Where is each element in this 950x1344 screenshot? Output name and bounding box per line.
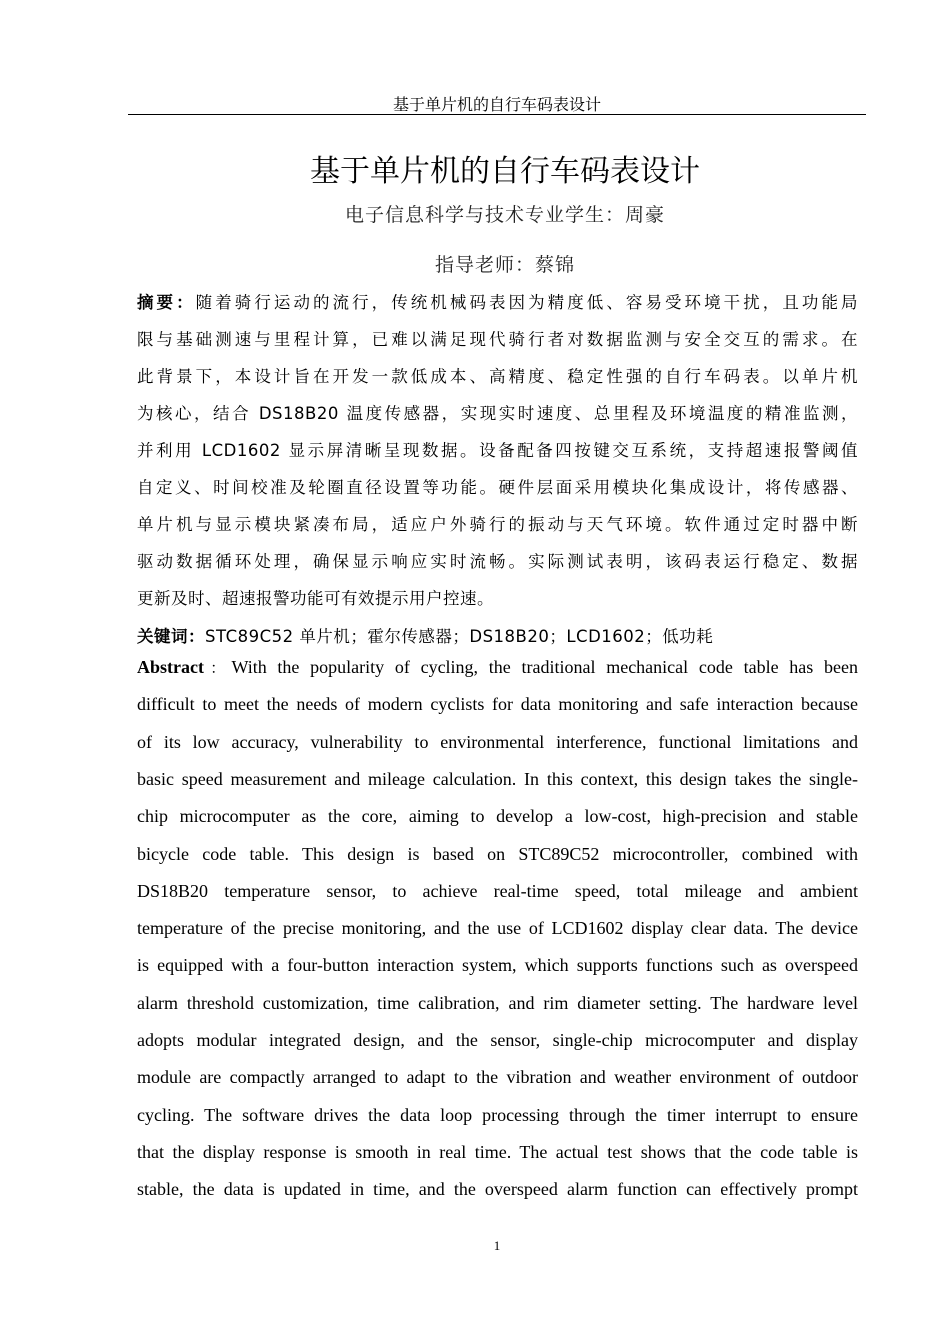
abstract-en-line: [137, 769, 858, 793]
running-header: 基于单片机的自行车码表设计: [128, 92, 866, 115]
abstract-cn-text: 更新及时、超速报警功能可有效提示用户控速。: [137, 589, 494, 608]
abstract-cn-text: 并利用 LCD1602 显示屏清晰呈现数据。设备配备四按键交互系统，支持超速报警阈值: [137, 441, 858, 460]
abstract-en-text: of its low accuracy, vulnerability to environmental interference, functional limitations and: [137, 731, 858, 752]
abstract-cn-line: [137, 400, 858, 424]
abstract-cn-line: [137, 474, 858, 498]
advisor-line: 指导老师：蔡锦: [434, 254, 575, 276]
abstract-en-text: stable, the data is updated in time, and the overspeed alarm function can effectively prompt: [137, 1179, 858, 1200]
abstract-en-line: [137, 732, 858, 756]
page-number: 1: [493, 1238, 501, 1253]
abstract-cn-label: 摘要：: [137, 293, 196, 312]
abstract-cn-text: 为核心，结合 DS18B20 温度传感器，实现实时速度、总里程及环境温度的精准监测，: [137, 404, 858, 423]
abstract-en-text: adopts modular integrated design, and the sensor, single-chip microcomputer and display: [137, 1030, 858, 1050]
author-line: 电子信息科学与技术专业学生：周豪: [344, 204, 665, 226]
abstract-cn-line: [137, 363, 858, 387]
abstract-en-line: [137, 881, 858, 905]
keywords: [137, 623, 858, 647]
abstract-cn-line: [137, 511, 858, 535]
abstract-cn-line: [137, 437, 858, 461]
abstract-cn-line: [137, 548, 858, 572]
abstract-cn-text: 随着骑行运动的流行，传统机械码表因为精度低、容易受环境干扰，且功能局: [195, 293, 859, 312]
abstract-en-text: that the display response is smooth in real time. The actual test shows that the code table is: [137, 1141, 858, 1162]
abstract-cn-line: [137, 289, 858, 313]
abstract-en-text: DS18B20 temperature sensor, to achieve real-time speed, total mileage and ambient: [137, 880, 858, 901]
abstract-en-line: [137, 955, 858, 979]
abstract-en-line: [137, 1105, 858, 1129]
abstract-cn-text: 单片机与显示模块紧凑布局，适应户外骑行的振动与天气环境。软件通过定时器中断: [137, 515, 858, 534]
abstract-en-text: temperature of the precise monitoring, and the use of LCD1602 display clear data. The device: [137, 918, 858, 939]
abstract-en-text: module are compactly arranged to adapt to the vibration and weather environment of outdoor: [137, 1067, 858, 1088]
abstract-en-text: cycling. The software drives the data loop processing through the timer interrupt to ensure: [137, 1104, 858, 1125]
abstract-cn-text: 驱动数据循环处理，确保显示响应实时流畅。实际测试表明，该码表运行稳定、数据: [137, 552, 858, 571]
abstract-en-line: [137, 1179, 858, 1203]
page-title: 基于单片机的自行车码表设计: [310, 154, 700, 189]
abstract-en-label: Abstract: [137, 657, 204, 677]
abstract-cn-line: [137, 585, 858, 609]
abstract-en-text: is equipped with a four-button interaction system, which supports functions such as overspeed: [137, 955, 858, 976]
keywords-text: STC89C52 单片机；霍尔传感器；DS18B20；LCD1602；低功耗: [205, 627, 714, 646]
abstract-en-line: [137, 993, 858, 1017]
abstract-en-line: [137, 1030, 858, 1054]
abstract-en-colon: ：: [203, 659, 232, 677]
keywords-label: 关键词：: [137, 627, 205, 646]
abstract-en-text: difficult to meet the needs of modern cyclists for data monitoring and safe interaction because: [137, 694, 858, 715]
abstract-en-text: basic speed measurement and mileage calculation. In this context, this design takes the single-: [137, 768, 858, 789]
abstract-en-line: [137, 806, 858, 830]
abstract-cn-text: 此背景下，本设计旨在开发一款低成本、高精度、稳定性强的自行车码表。以单片机: [137, 367, 858, 386]
abstract-en-line: [137, 1142, 858, 1166]
abstract-en-text: With the popularity of cycling, the traditional mechanical code table has been: [231, 657, 858, 677]
abstract-en-line: [137, 844, 858, 868]
abstract-en-line: [137, 918, 858, 942]
abstract-cn-text: 限与基础测速与里程计算，已难以满足现代骑行者对数据监测与安全交互的需求。在: [137, 330, 858, 349]
abstract-en-text: bicycle code table. This design is based on STC89C52 microcontroller, combined with: [137, 843, 858, 864]
abstract-en-line: [137, 694, 858, 718]
abstract-cn-line: [137, 326, 858, 350]
abstract-en-text: chip microcomputer as the core, aiming to develop a low-cost, high-precision and stable: [137, 806, 858, 827]
abstract-en-line: [137, 657, 858, 681]
abstract-en-line: [137, 1067, 858, 1091]
abstract-cn-text: 自定义、时间校准及轮圈直径设置等功能。硬件层面采用模块化集成设计，将传感器、: [137, 478, 858, 497]
abstract-en-text: alarm threshold customization, time calibration, and rim diameter setting. The hardware level: [137, 992, 858, 1013]
